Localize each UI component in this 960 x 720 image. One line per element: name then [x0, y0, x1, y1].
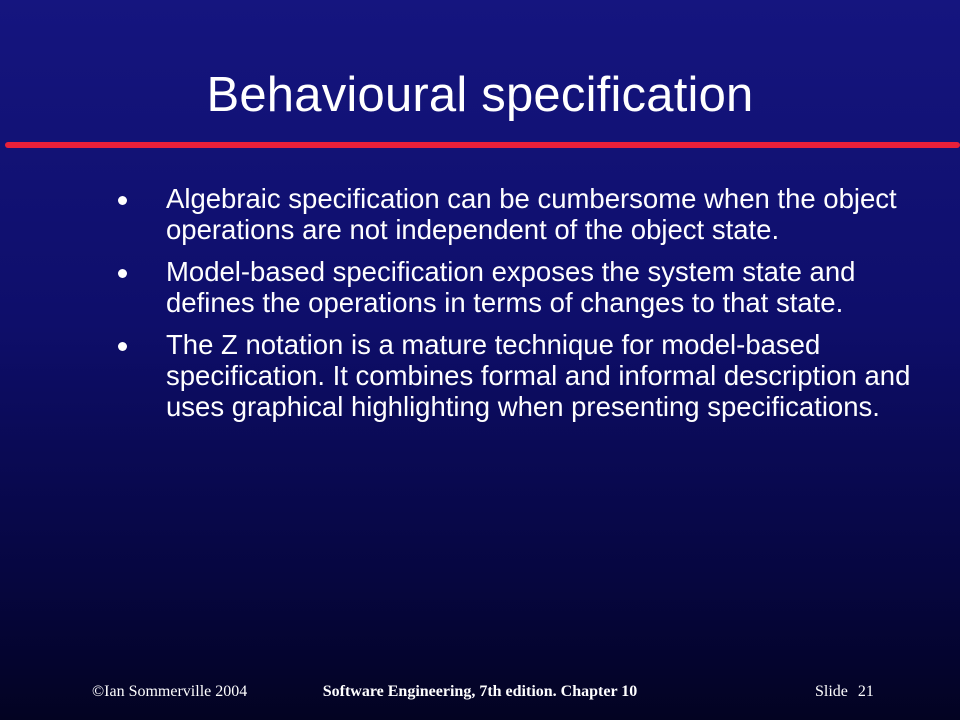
footer-book-title: Software Engineering, 7th edition. Chapter 10	[322, 683, 638, 700]
bullet-text: Model-based specification exposes the system state and defines the operations in terms of changes to that state.	[166, 256, 856, 318]
bullet-list	[100, 183, 920, 433]
bullet-item	[100, 256, 920, 318]
slide-label: Slide	[815, 683, 848, 700]
footer-slide-number	[815, 680, 874, 704]
bullet-dot-icon	[118, 269, 127, 278]
bullet-dot-icon	[118, 196, 127, 205]
slide-number: 21	[857, 683, 874, 700]
bullet-dot-icon	[118, 342, 127, 351]
slide-title: Behavioural specification	[206, 68, 754, 122]
bullet-text: Algebraic specification can be cumbersome when the object operations are not independent of the object state.	[166, 183, 897, 245]
bullet-item	[100, 183, 920, 245]
bullet-item	[100, 329, 920, 422]
footer-copyright: ©Ian Sommerville 2004	[92, 683, 248, 700]
title-divider	[5, 142, 960, 148]
bullet-text: The Z notation is a mature technique for model-based specification. It combines formal and informal description and uses graphical highlighting when presenting specifications.	[166, 329, 911, 422]
